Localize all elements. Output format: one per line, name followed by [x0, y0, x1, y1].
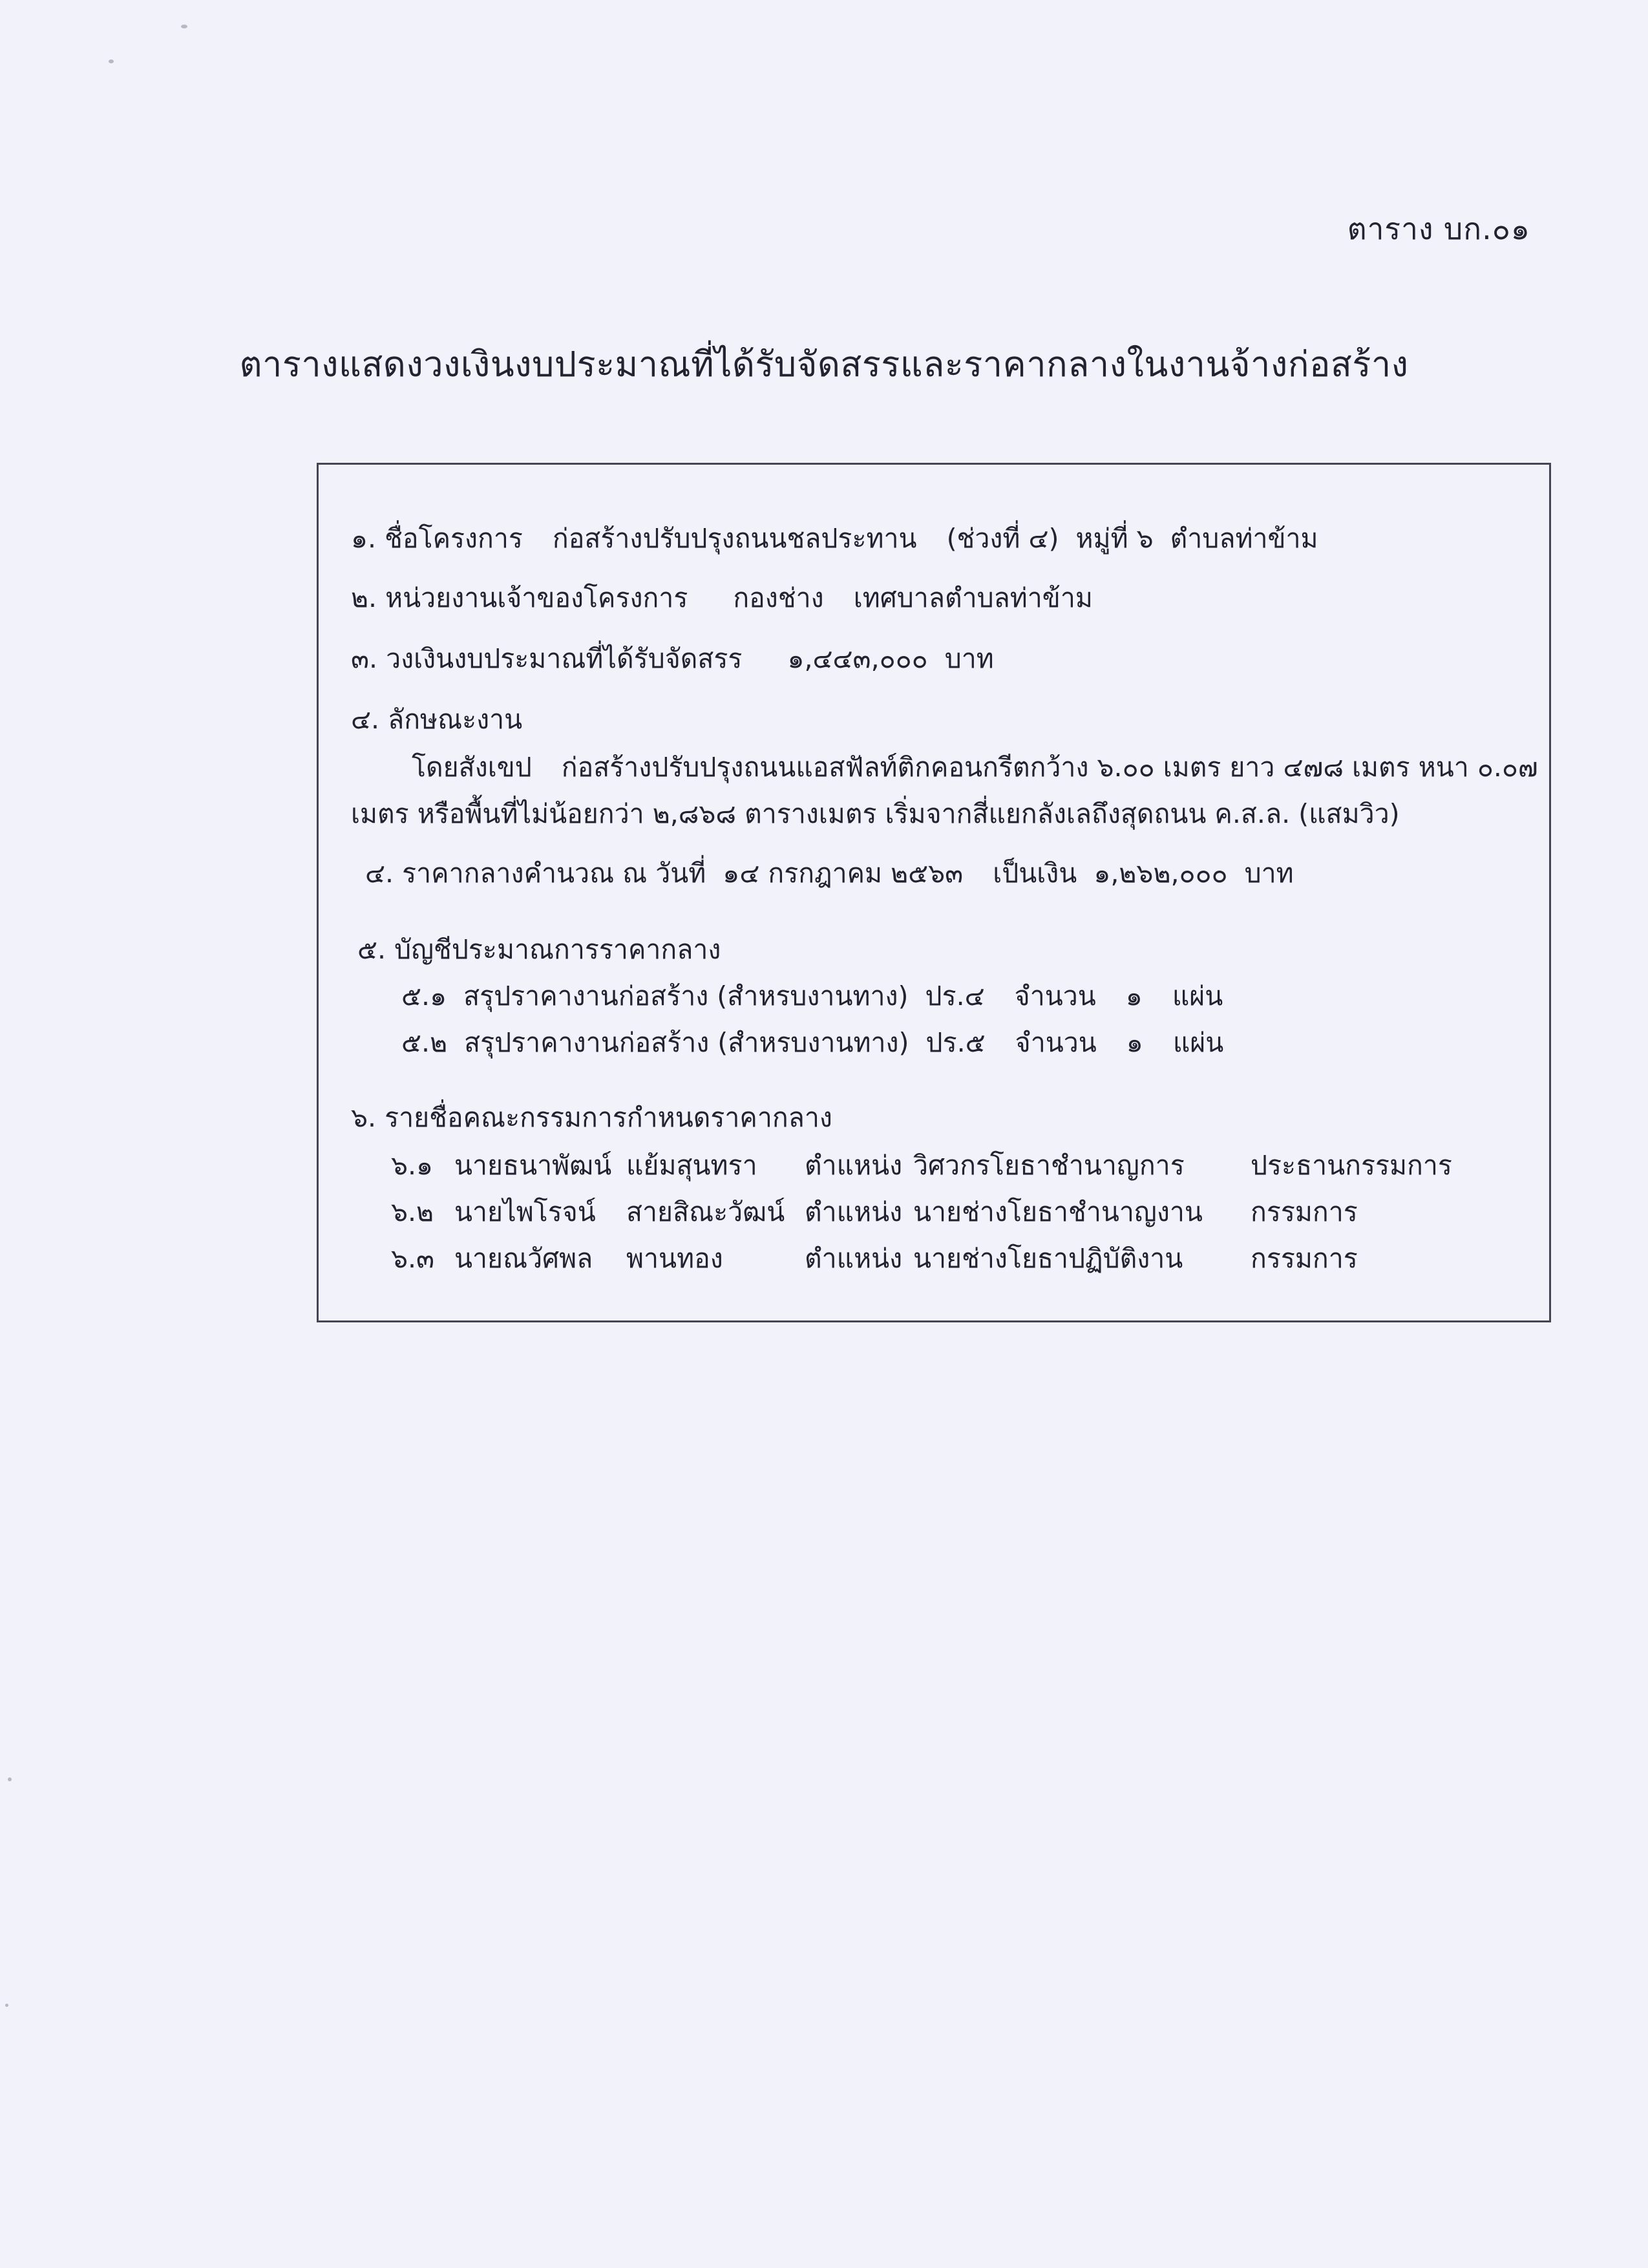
member-last-name: สายสิณะวัฒน์	[626, 1196, 785, 1227]
member-position: วิศวกรโยธาชำนาญการ	[913, 1150, 1185, 1181]
reference-price-label: ๔. ราคากลางคำนวณ ณ วันที่	[365, 858, 706, 889]
info-box	[317, 463, 1551, 1322]
estimate-row-text: สรุปราคางานก่อสร้าง (สำหรบงานทาง)	[464, 1027, 909, 1058]
reference-price-date: ๑๔ กรกฎาคม ๒๕๖๓	[723, 858, 964, 889]
estimate-row	[401, 980, 1223, 1012]
member-role: กรรมการ	[1251, 1243, 1358, 1274]
budget-unit: บาท	[944, 643, 994, 674]
form-code: ตาราง บก.๐๑	[1347, 211, 1530, 246]
estimate-row-qty: ๑	[1126, 1027, 1143, 1058]
estimate-row-qty-label: จำนวน	[1014, 980, 1096, 1012]
budget-label: ๓. วงเงินงบประมาณที่ได้รับจัดสรร	[351, 643, 743, 674]
estimate-row-no: ๕.๒	[401, 1027, 448, 1058]
member-first-name: นายธนาพัฒน์	[454, 1150, 612, 1181]
page-title: ตารางแสดงวงเงินงบประมาณที่ได้รับจัดสรรและราคากลางในงานจ้างก่อสร้าง	[239, 344, 1409, 385]
estimate-row-form: ปร.๔	[925, 980, 985, 1012]
member-no: ๖.๒	[391, 1196, 434, 1227]
member-position-label: ตำแหน่ง	[805, 1243, 903, 1274]
agency-division: กองช่าง	[733, 582, 824, 613]
work-description-label: ๔. ลักษณะงาน	[351, 704, 523, 735]
agency-label: ๒. หน่วยงานเจ้าของโครงการ	[351, 582, 688, 613]
member-role: กรรมการ	[1251, 1196, 1358, 1227]
work-description-line-2: เมตร หรือพื้นที่ไม่น้อยกว่า ๒,๘๖๘ ตารางเมตร เริ่มจากสี่แยกลังเลถึงสุดถนน ค.ส.ล. (แสมวิว)	[351, 798, 1400, 829]
reference-price-amount: ๑,๒๖๒,๐๐๐	[1093, 858, 1228, 889]
estimate-list-label: ๕. บัญชีประมาณการราคากลาง	[357, 934, 721, 965]
reference-price-unit: บาท	[1244, 858, 1294, 889]
member-position-label: ตำแหน่ง	[805, 1196, 903, 1227]
estimate-row-text: สรุปราคางานก่อสร้าง (สำหรบงานทาง)	[463, 980, 909, 1012]
scan-speck	[109, 59, 114, 63]
scan-speck	[8, 1777, 12, 1781]
committee-label: ๖. รายชื่อคณะกรรมการกำหนดราคากลาง	[351, 1102, 832, 1133]
budget-amount: ๑,๔๔๓,๐๐๐	[787, 643, 928, 674]
member-last-name: พานทอง	[626, 1243, 723, 1274]
estimate-row-form: ปร.๕	[925, 1027, 986, 1058]
reference-price-line	[365, 860, 1294, 887]
estimate-row-unit: แผ่น	[1172, 1027, 1224, 1058]
member-position-label: ตำแหน่ง	[805, 1150, 903, 1181]
project-name-value: ก่อสร้างปรับปรุงถนนชลประทาน	[552, 523, 917, 554]
reference-price-amount-label: เป็นเงิน	[993, 858, 1077, 889]
member-position: นายช่างโยธาปฏิบัติงาน	[913, 1243, 1183, 1274]
member-no: ๖.๑	[391, 1150, 434, 1181]
member-first-name: นายไพโรจน์	[454, 1196, 596, 1227]
work-description-text-1: ก่อสร้างปรับปรุงถนนแอสฟัลท์ติกคอนกรีตกว้าง ๖.๐๐ เมตร ยาว ๔๗๘ เมตร หนา ๐.๐๗	[561, 752, 1538, 783]
project-section: (ช่วงที่ ๔)	[946, 523, 1059, 554]
member-position: นายช่างโยธาชำนาญงาน	[913, 1196, 1203, 1227]
member-last-name: แย้มสุนทรา	[626, 1150, 757, 1181]
project-subdistrict: ตำบลท่าข้าม	[1170, 523, 1318, 554]
project-name-line	[351, 525, 1318, 552]
estimate-row-unit: แผ่น	[1172, 980, 1223, 1012]
agency-municipality: เทศบาลตำบลท่าข้าม	[853, 582, 1093, 613]
estimate-row	[401, 1027, 1224, 1058]
member-role: ประธานกรรมการ	[1251, 1150, 1452, 1181]
member-first-name: นายณวัศพล	[454, 1243, 593, 1274]
budget-line	[351, 643, 994, 674]
scan-speck	[181, 25, 187, 28]
member-no: ๖.๓	[391, 1243, 435, 1274]
estimate-row-qty-label: จำนวน	[1015, 1027, 1097, 1058]
estimate-row-no: ๕.๑	[401, 980, 447, 1012]
summary-label: โดยสังเขป	[412, 752, 532, 783]
work-description-line-1	[412, 754, 1538, 781]
agency-line	[351, 582, 1093, 613]
project-name-label: ๑. ชื่อโครงการ	[351, 523, 523, 554]
scan-speck	[5, 2004, 8, 2007]
estimate-row-qty: ๑	[1125, 980, 1143, 1012]
project-village: หมู่ที่ ๖	[1075, 523, 1154, 554]
